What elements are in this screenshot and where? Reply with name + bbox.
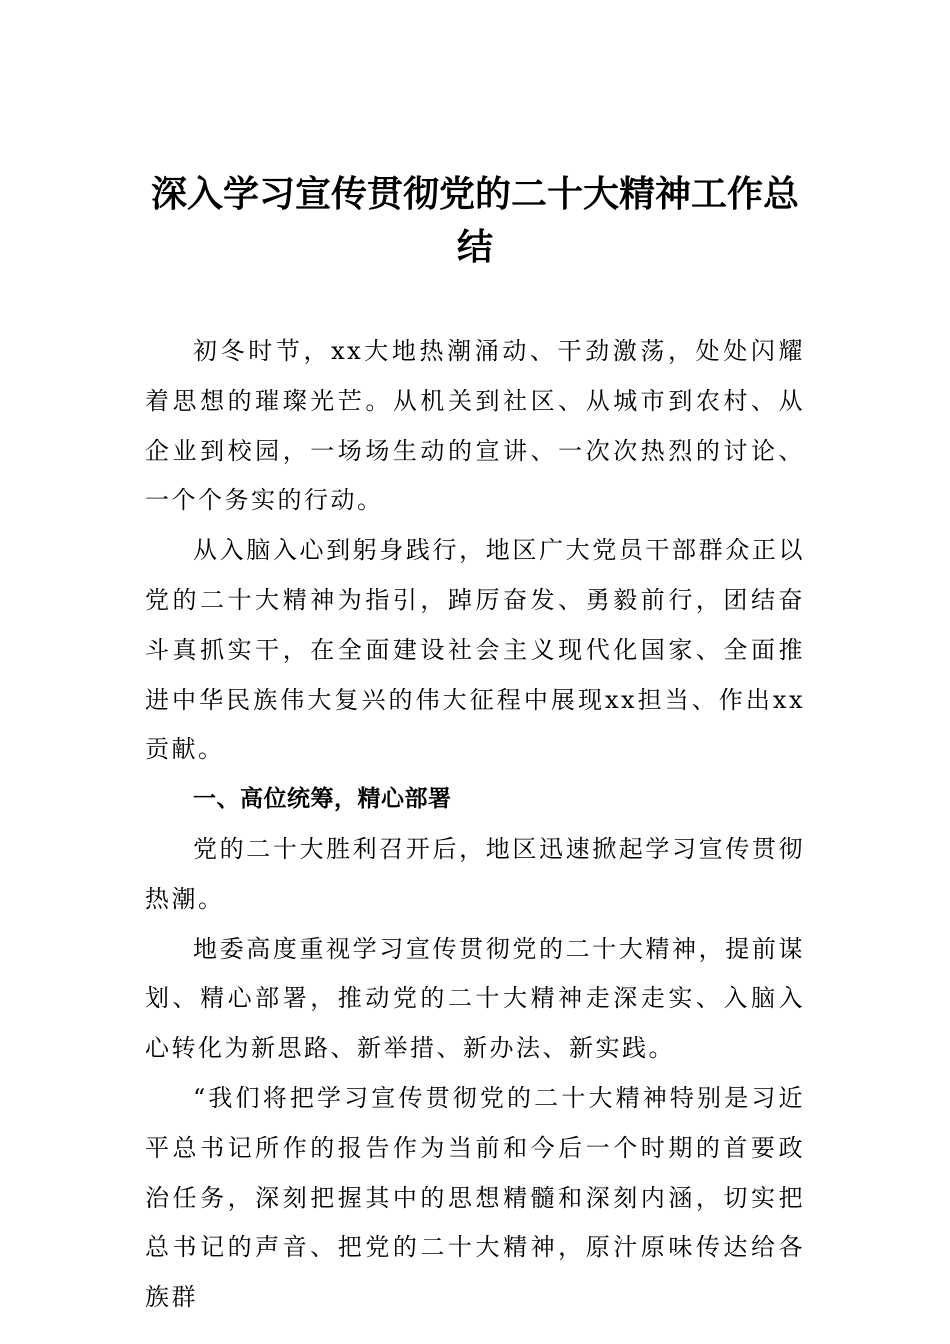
- paragraph-practice: 从入脑入心到躬身践行，地区广大党员干部群众正以党的二十大精神为指引，踔厉奋发、勇毅前行，团结奋斗真抓实干，在全面建设社会主义现代化国家、全面推进中华民族伟大复兴的伟大征程中展现xx担当、作出xx贡献。: [145, 536, 805, 764]
- paragraph-intro: 初冬时节，xx大地热潮涌动、干劲激荡，处处闪耀着思想的璀璨光芒。从机关到社区、从城市到农村、从企业到校园，一场场生动的宣讲、一次次热烈的讨论、一个个务实的行动。: [145, 337, 805, 515]
- paragraph-section-3: “我们将把学习宣传贯彻党的二十大精神特别是习近平总书记所作的报告作为当前和今后一个时期的首要政治任务，深刻把握其中的思想精髓和深刻内涵，切实把总书记的声音、把党的二十大精神，原汁原味传达给各族群: [145, 1083, 805, 1312]
- document-title: 深入学习宣传贯彻党的二十大精神工作总结: [150, 173, 799, 268]
- paragraph-section-2: 地委高度重视学习宣传贯彻党的二十大精神，提前谋划、精心部署，推动党的二十大精神走深走实、入脑入心转化为新思路、新举措、新办法、新实践。: [145, 934, 805, 1063]
- section-heading: 一、高位统筹，精心部署: [193, 786, 452, 813]
- paragraph-section-1: 党的二十大胜利召开后，地区迅速掀起学习宣传贯彻热潮。: [145, 834, 805, 913]
- document-body: [145, 327, 805, 1323]
